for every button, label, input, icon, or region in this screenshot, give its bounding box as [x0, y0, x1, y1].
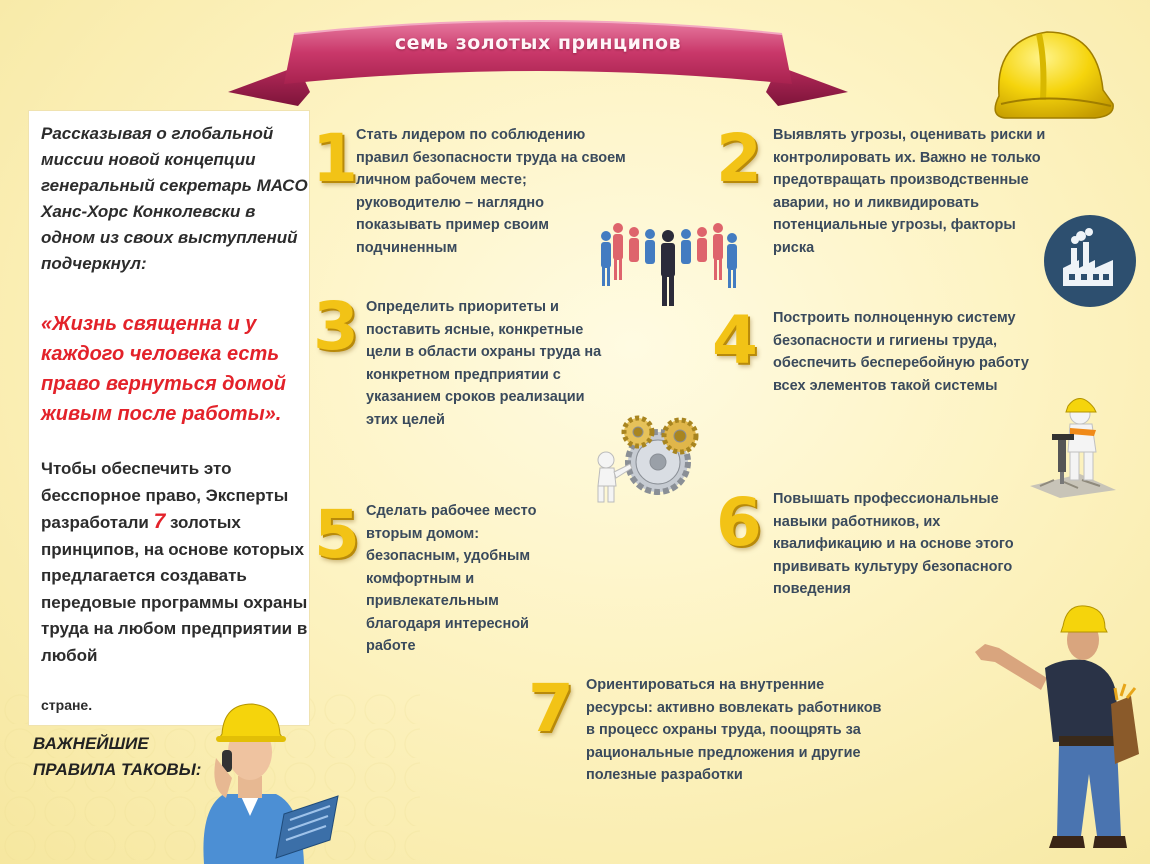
crowd-icon [598, 214, 746, 308]
principle-7-number: 7 [528, 670, 574, 747]
intro-text: Рассказывая о глобальной миссии новой концепции генеральный секретарь МАСО Ханс-Хорс Конколевски в одном из своих выступлений подчеркнул: [41, 124, 308, 273]
quote-text: «Жизнь священна и у каждого человека есть право вернуться домой живым после работы». [41, 313, 286, 425]
principle-1-number: 1 [312, 120, 358, 197]
worker-pointing-icon [975, 604, 1145, 864]
principle-4-number: 4 [712, 302, 758, 379]
principle-7-text: Ориентироваться на внутренние ресурсы: активно вовлекать работников в процесс охраны труда, поощрять за рациональные предложения и другие полезные разработки [586, 677, 882, 783]
hard-hat-icon [985, 20, 1117, 132]
body-end: стране. [41, 697, 93, 713]
rules-label: ВАЖНЕЙШИЕ ПРАВИЛА ТАКОВЫ: [33, 734, 202, 779]
body-before: Чтобы обеспечить это бесспорное право, Эксперты разработали [41, 459, 289, 532]
principle-6-text: Повышать профессиональные навыки работников, их квалификацию и на основе этого прививать культуру безопасного поведения [773, 491, 1014, 597]
principle-3-text: Определить приоритеты и поставить ясные, конкретные цели в области охраны труда на конкретном предприятии с указанием сроков реализации этих целей [366, 299, 602, 428]
ribbon-banner [228, 14, 848, 110]
factory-icon [1043, 214, 1137, 308]
worker-phone-icon [180, 698, 350, 864]
banner-title: семь золотых принципов [394, 32, 682, 54]
principle-3-number: 3 [313, 288, 359, 365]
principle-5-number: 5 [314, 496, 360, 573]
gears-icon [588, 406, 708, 506]
body-seven: 7 [153, 510, 166, 533]
principle-1-text: Стать лидером по соблюдению правил безопасности труда на своем личном рабочем месте; руководителю – наглядно показывать пример своим подчиненным [356, 127, 626, 256]
body-after: золотых принципов, на основе которых предлагается создавать передовые программы охраны труда на любом предприятии в любой [41, 513, 308, 665]
principle-2-number: 2 [716, 120, 762, 197]
jackhammer-worker-icon [1020, 390, 1120, 500]
principle-5-text: Сделать рабочее место вторым домом: безопасным, удобным комфортным и привлекательным благодаря интересной работе [366, 503, 537, 654]
principle-2-text: Выявлять угрозы, оценивать риски и контролировать их. Важно не только предотвращать производственные аварии, но и ликвидировать потенциальные угрозы, факторы риска [773, 127, 1046, 256]
left-body-text [41, 456, 309, 669]
principle-6-number: 6 [716, 484, 762, 561]
principle-4-text: Построить полноценную систему безопасности и гигиены труда, обеспечить бесперебойную работу всех элементов такой системы [773, 310, 1029, 394]
